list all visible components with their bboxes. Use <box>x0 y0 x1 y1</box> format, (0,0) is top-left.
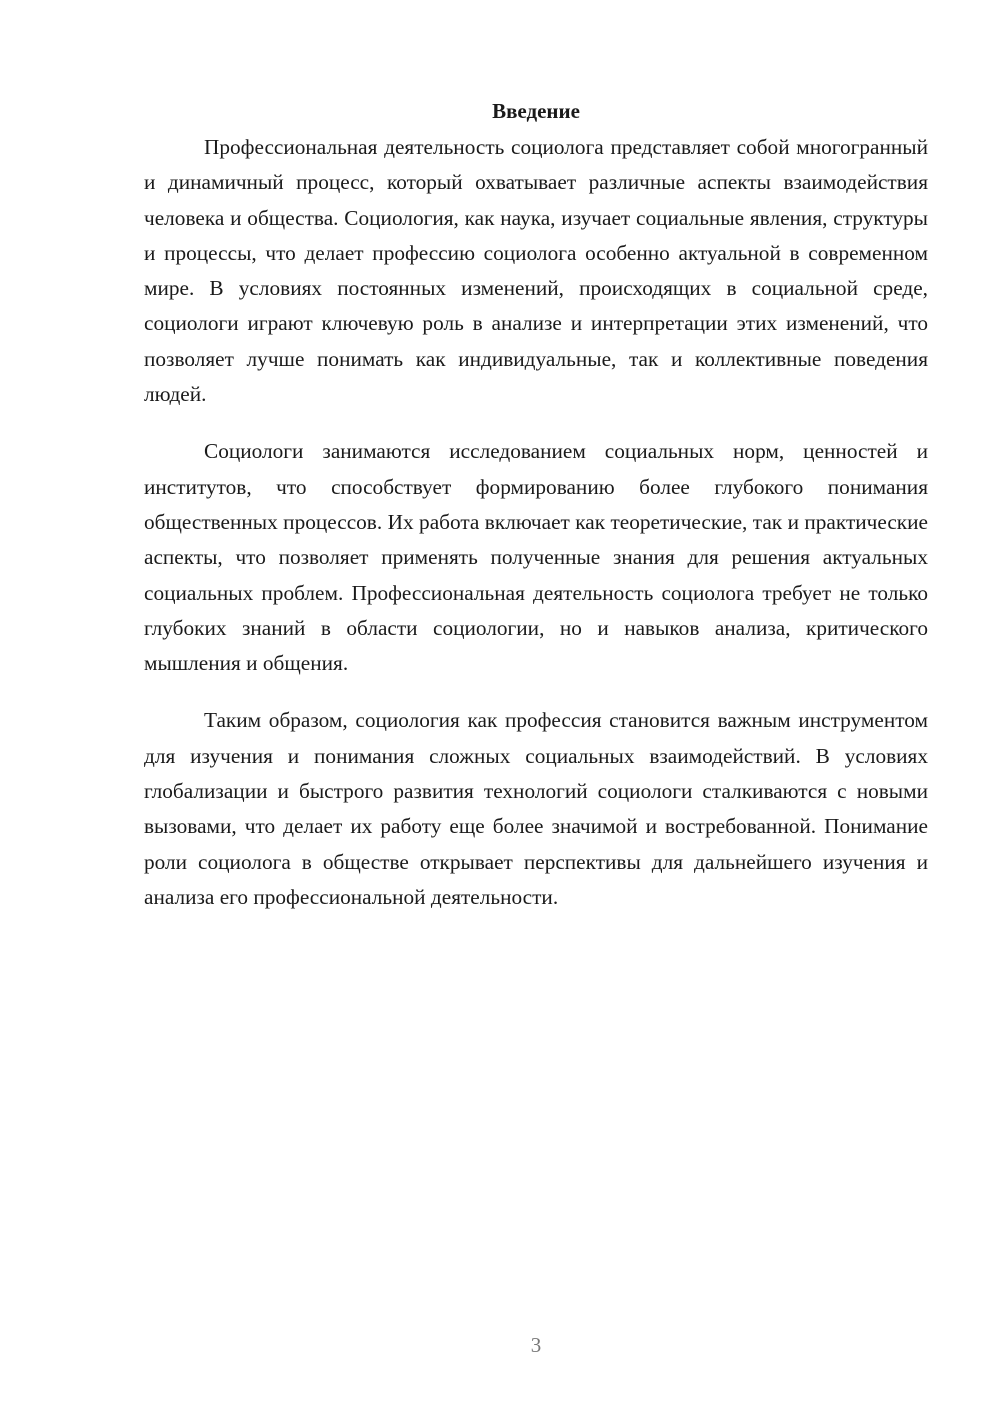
paragraph-3: Таким образом, социология как профессия становится важным инструментом для изучения и понимания сложных социальных взаимодействий. В условиях глобализации и быстрого развития технологий социологи сталкиваются с новыми вызовами, что делает их работу еще более значимой и востребованной. Понимание роли социолога в обществе открывает перспективы для дальнейшего изучения и анализа его профессиональной деятельности. <box>144 708 928 909</box>
page-number: 3 <box>530 1333 542 1357</box>
page-content <box>144 96 928 937</box>
section-title: Введение <box>492 99 580 123</box>
paragraph-2: Социологи занимаются исследованием социальных норм, ценностей и институтов, что способствует формированию более глубокого понимания общественных процессов. Их работа включает как теоретические, так и практические аспекты, что позволяет применять полученные знания для решения актуальных социальных проблем. Профессиональная деятельность социолога требует не только глубоких знаний в области социологии, но и навыков анализа, критического мышления и общения. <box>144 439 928 676</box>
paragraph-1: Профессиональная деятельность социолога представляет собой многогранный и динамичный процесс, который охватывает различные аспекты взаимодействия человека и общества. Социология, как наука, изучает социальные явления, структуры и процессы, что делает профессию социолога особенно актуальной в современном мире. В условиях постоянных изменений, происходящих в социальной среде, социологи играют ключевую роль в анализе и интерпретации этих изменений, что позволяет лучше понимать как индивидуальные, так и коллективные поведения людей. <box>144 135 928 407</box>
